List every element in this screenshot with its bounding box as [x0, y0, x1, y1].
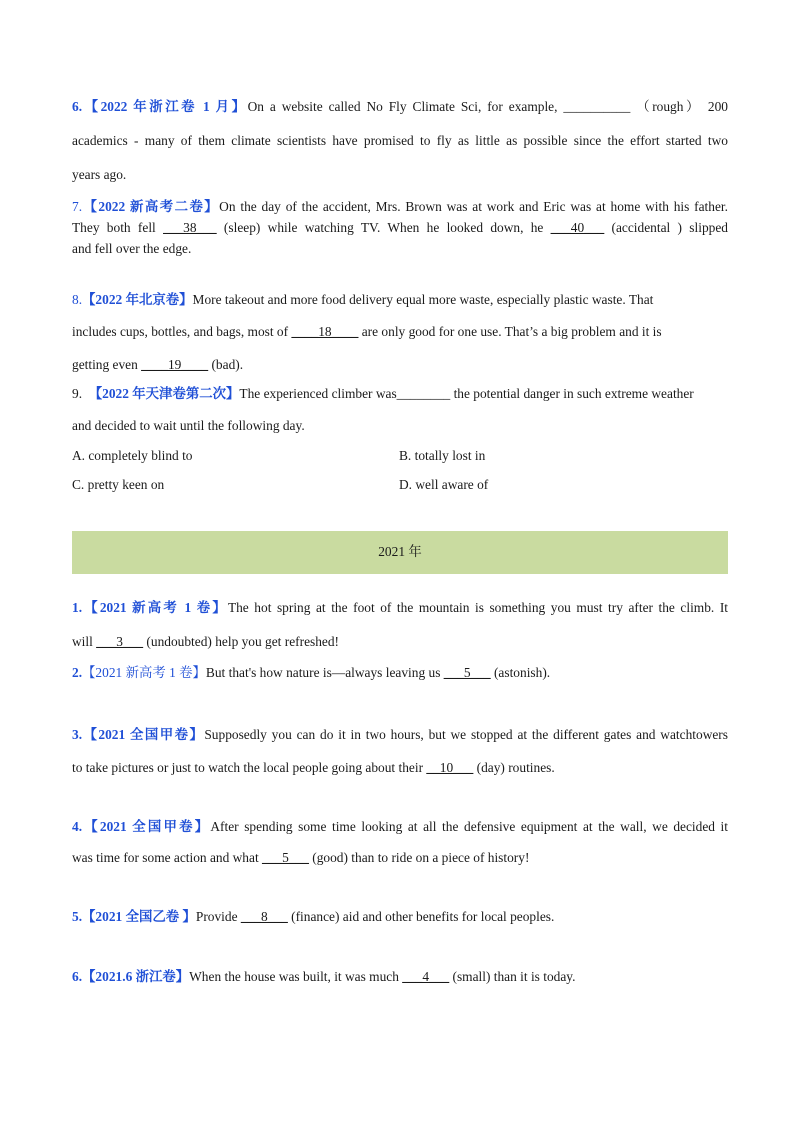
q9-line2: and decided to wait until the following day. — [72, 418, 305, 433]
q8-line3: getting even ____19____ (bad). — [72, 357, 244, 372]
q3-2021-line1 — [72, 726, 728, 744]
q3-2021-line2: to take pictures or just to watch the local people going about their __10___ (day) routines. — [72, 760, 555, 775]
answer-blank: ___4___ — [402, 969, 450, 984]
section-header-2021 — [72, 531, 728, 574]
q5-2021-line1: 5.【2021 全国乙卷 】Provide ___8___ (finance) aid and other benefits for local peoples. — [72, 909, 555, 924]
question-source: 【2021 全国甲卷】 — [82, 819, 211, 834]
answer-blank: ____18____ — [291, 324, 359, 339]
q6-2022-line1 — [72, 98, 728, 116]
question-number: 2. — [72, 665, 83, 680]
answer-blank: ___5___ — [443, 665, 491, 680]
question-text: The hot spring at the foot of the mountain is something you must try after the climb. It — [227, 600, 728, 615]
question-source: 【2021.6 浙江卷】 — [82, 969, 190, 984]
q4-2021-line2: was time for some action and what ___5___ (good) than to ride on a piece of history! — [72, 850, 530, 865]
question-text: On a website called No Fly Climate Sci, for example, __________ （rough） 200 — [247, 99, 728, 114]
question-text: After spending some time looking at all the defensive equipment at the wall, we decided it — [210, 819, 728, 834]
answer-blank: __10___ — [426, 760, 474, 775]
q9-line1 — [72, 385, 694, 403]
q9-option-b: B. totally lost in — [399, 448, 486, 463]
question-source: 【2022 年浙江卷 1 月】 — [82, 99, 248, 114]
question-source: 【2022 新高考二卷】 — [82, 199, 220, 214]
question-number: 9. — [72, 386, 83, 401]
q7-line1 — [72, 198, 728, 216]
q7-line3: and fell over the edge. — [72, 241, 192, 256]
q6-2022-line2: academics - many of them climate scientists have promised to fly as little as possible since the effort started two — [72, 133, 728, 148]
question-text: The experienced climber was________ the potential danger in such extreme weather — [239, 386, 694, 401]
answer-blank: ___3___ — [96, 634, 144, 649]
question-source: 【2022 年北京卷】 — [82, 292, 193, 307]
question-source: 【2021 全国甲卷】 — [82, 727, 205, 742]
question-number: 8. — [72, 292, 83, 307]
q9-option-c: C. pretty keen on — [72, 477, 165, 492]
answer-blank: ___38___ — [163, 220, 217, 235]
q6-2022-line3: years ago. — [72, 167, 127, 182]
q6-2021-line1: 6.【2021.6 浙江卷】When the house was built, it was much ___4___ (small) than it is today. — [72, 969, 576, 984]
q2-2021-line1: 2.【2021 新高考 1 卷】But that's how nature is—always leaving us ___5___ (astonish). — [72, 665, 551, 680]
answer-blank: ____19____ — [141, 357, 209, 372]
section-title: 2021 年 — [378, 544, 422, 559]
question-source: 【2022 年天津卷第二次】 — [88, 386, 240, 401]
answer-blank: ___8___ — [240, 909, 288, 924]
question-number: 3. — [72, 727, 83, 742]
question-number: 5. — [72, 909, 83, 924]
question-text: Supposedly you can do it in two hours, but we stopped at the different gates and watchtowers — [204, 727, 728, 742]
question-source: 【2021 新高考 1 卷】 — [82, 665, 206, 680]
question-text: More takeout and more food delivery equal more waste, especially plastic waste. That — [192, 292, 654, 307]
question-number: 1. — [72, 600, 83, 615]
question-number: 6. — [72, 99, 83, 114]
q4-2021-line1 — [72, 818, 728, 836]
q9-option-d: D. well aware of — [399, 477, 489, 492]
question-text: On the day of the accident, Mrs. Brown was at work and Eric was at home with his father. — [219, 199, 728, 214]
q1-2021-line1 — [72, 599, 728, 617]
question-number: 7. — [72, 199, 83, 214]
question-number: 4. — [72, 819, 83, 834]
q1-2021-line2: will ___3___ (undoubted) help you get refreshed! — [72, 634, 340, 649]
question-source: 【2021 新高考 1 卷】 — [82, 600, 228, 615]
answer-blank: ___5___ — [262, 850, 309, 865]
q8-line2: includes cups, bottles, and bags, most of ____18____ are only good for one use. That’s a big problem and it is — [72, 324, 662, 339]
question-source: 【2021 全国乙卷 】 — [82, 909, 196, 924]
question-number: 6. — [72, 969, 83, 984]
q7-line2: They both fell ___38___ (sleep) while watching TV. When he looked down, he ___40___ (accidental ) slipped — [72, 220, 728, 235]
q9-option-a: A. completely blind to — [72, 448, 193, 463]
answer-blank: ___40___ — [550, 220, 605, 235]
q8-line1 — [72, 291, 653, 309]
